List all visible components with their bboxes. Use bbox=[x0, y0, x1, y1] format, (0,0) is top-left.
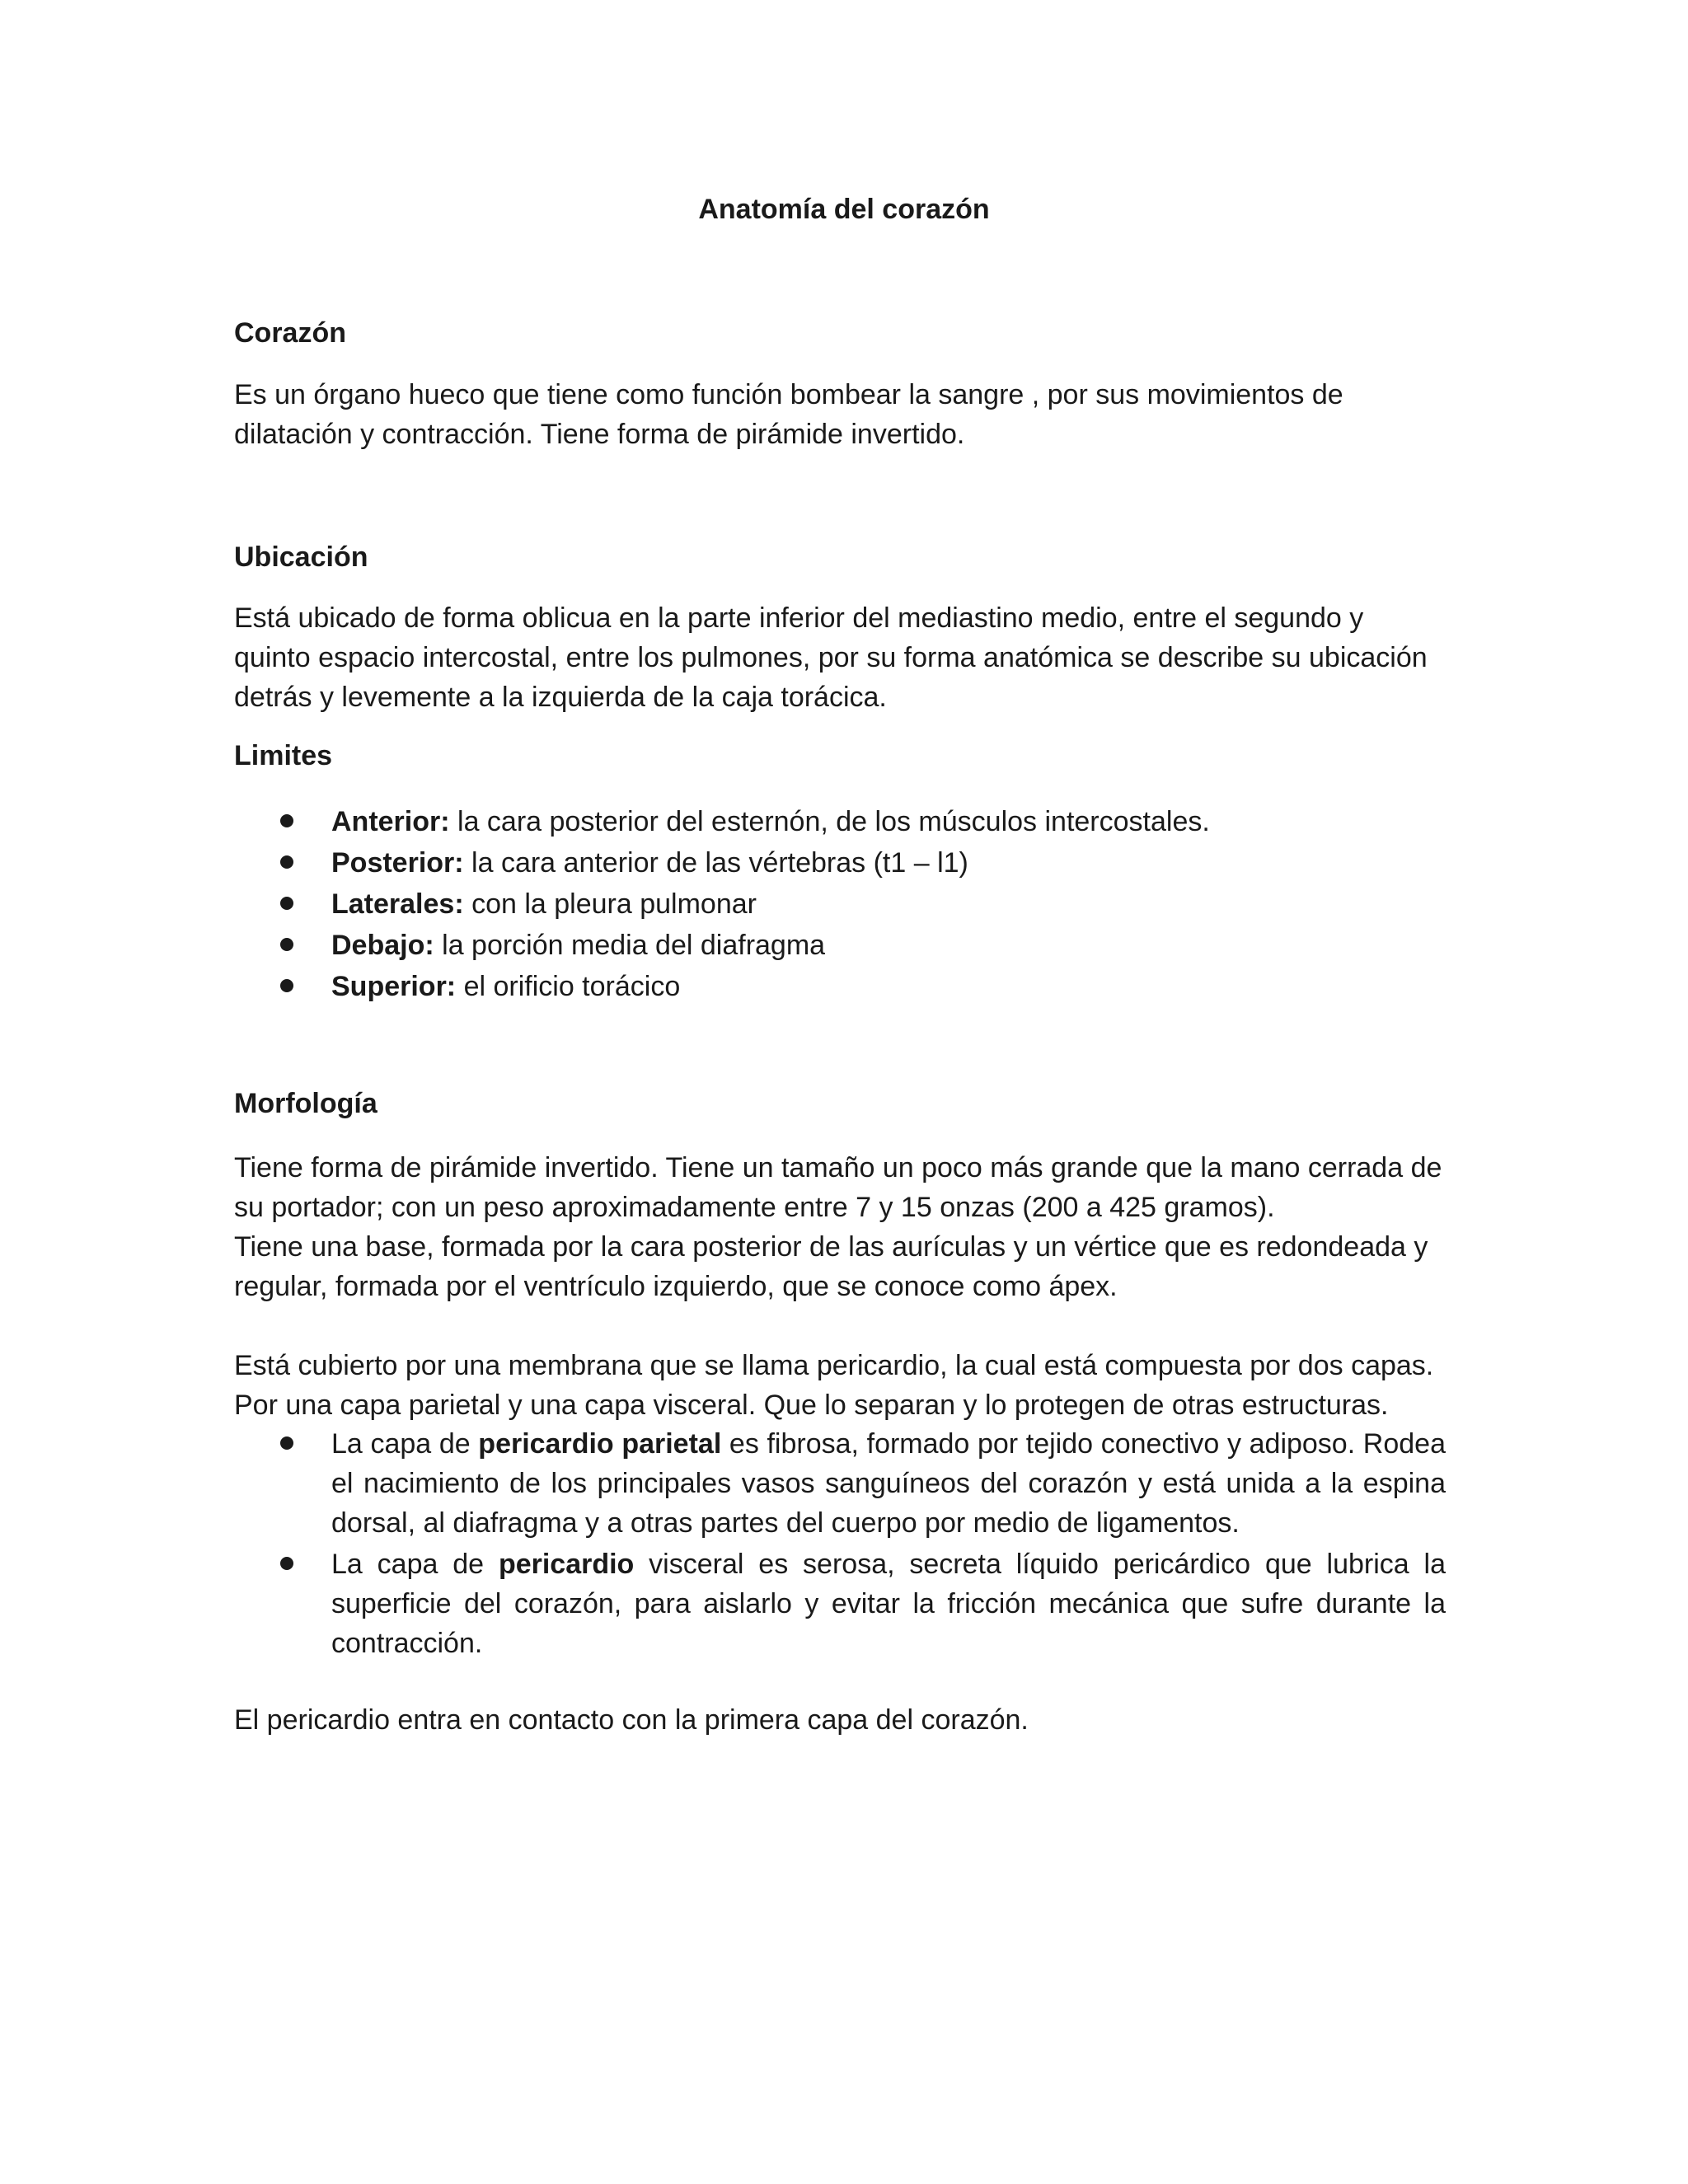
list-item bbox=[234, 967, 1446, 1006]
bullet-icon bbox=[280, 938, 293, 951]
limit-text: la cara posterior del esternón, de los músculos intercostales. bbox=[449, 806, 1210, 837]
item-post: visceral es serosa, secreta líquido pericárdico que lubrica la superficie del corazón, para aislarlo y evitar la fricción mecánica que sufre durante la contracción. bbox=[331, 1549, 1446, 1659]
heading-corazon: Corazón bbox=[234, 317, 346, 349]
bullet-icon bbox=[280, 897, 293, 910]
paragraph-morfologia-1: Tiene forma de pirámide invertido. Tiene un tamaño un poco más grande que la mano cerrada de su portador; con un peso aproximadamente entre 7 y 15 onzas (200 a 425 gramos). bbox=[234, 1152, 1442, 1223]
paragraph-ubicacion: Está ubicado de forma oblicua en la parte inferior del mediastino medio, entre el segundo y quinto espacio intercostal, entre los pulmones, por su forma anatómica se describe su ubicación detrás y levemente a la izquierda de la caja torácica. bbox=[234, 602, 1428, 713]
list-item bbox=[234, 884, 1446, 924]
limit-term: Posterior: bbox=[331, 847, 464, 879]
list-item bbox=[234, 1424, 1446, 1543]
paragraph-closing: El pericardio entra en contacto con la primera capa del corazón. bbox=[234, 1704, 1029, 1736]
limit-text: el orificio torácico bbox=[456, 971, 681, 1002]
paragraph-corazon: Es un órgano hueco que tiene como función bombear la sangre , por sus movimientos de dilatación y contracción. Tiene forma de pirámide invertido. bbox=[234, 379, 1343, 450]
list-item bbox=[234, 926, 1446, 965]
limit-term: Debajo: bbox=[331, 930, 434, 961]
limit-text: la cara anterior de las vértebras (t1 – l1) bbox=[463, 847, 968, 879]
heading-morfologia: Morfología bbox=[234, 1088, 377, 1119]
item-pre: La capa de bbox=[331, 1428, 479, 1460]
pericardio-list bbox=[234, 1424, 1446, 1665]
list-item bbox=[234, 843, 1446, 883]
item-post: es fibrosa, formado por tejido conectivo y adiposo. Rodea el nacimiento de los principales vasos sanguíneos del corazón y está unida a la espina dorsal, al diafragma y a otras partes del cuerpo por medio de ligamentos. bbox=[331, 1428, 1446, 1539]
limites-list bbox=[234, 802, 1446, 1008]
list-item bbox=[234, 802, 1446, 841]
limit-text: la porción media del diafragma bbox=[434, 930, 826, 961]
list-item bbox=[234, 1544, 1446, 1663]
bullet-icon bbox=[280, 979, 293, 992]
paragraph-morfologia-2: Tiene una base, formada por la cara posterior de las aurículas y un vértice que es redondeada y regular, formada por el ventrículo izquierdo, que se conoce como ápex. bbox=[234, 1231, 1428, 1302]
bullet-icon bbox=[280, 855, 293, 869]
limit-term: Anterior: bbox=[331, 806, 450, 837]
bullet-icon bbox=[280, 814, 293, 827]
bullet-icon bbox=[280, 1436, 293, 1450]
limit-term: Laterales: bbox=[331, 888, 464, 920]
bullet-icon bbox=[280, 1557, 293, 1570]
heading-ubicacion: Ubicación bbox=[234, 541, 368, 573]
item-pre: La capa de bbox=[331, 1549, 499, 1580]
item-bold: pericardio bbox=[498, 1549, 635, 1580]
document-title: Anatomía del corazón bbox=[698, 194, 990, 225]
heading-limites: Limites bbox=[234, 740, 333, 771]
limit-term: Superior: bbox=[331, 971, 457, 1002]
limit-text: con la pleura pulmonar bbox=[463, 888, 757, 920]
paragraph-pericardio: Está cubierto por una membrana que se llama pericardio, la cual está compuesta por dos capas. Por una capa parietal y una capa visceral. Que lo separan y lo protegen de otras estructuras. bbox=[234, 1350, 1434, 1421]
item-bold: pericardio parietal bbox=[478, 1428, 722, 1460]
